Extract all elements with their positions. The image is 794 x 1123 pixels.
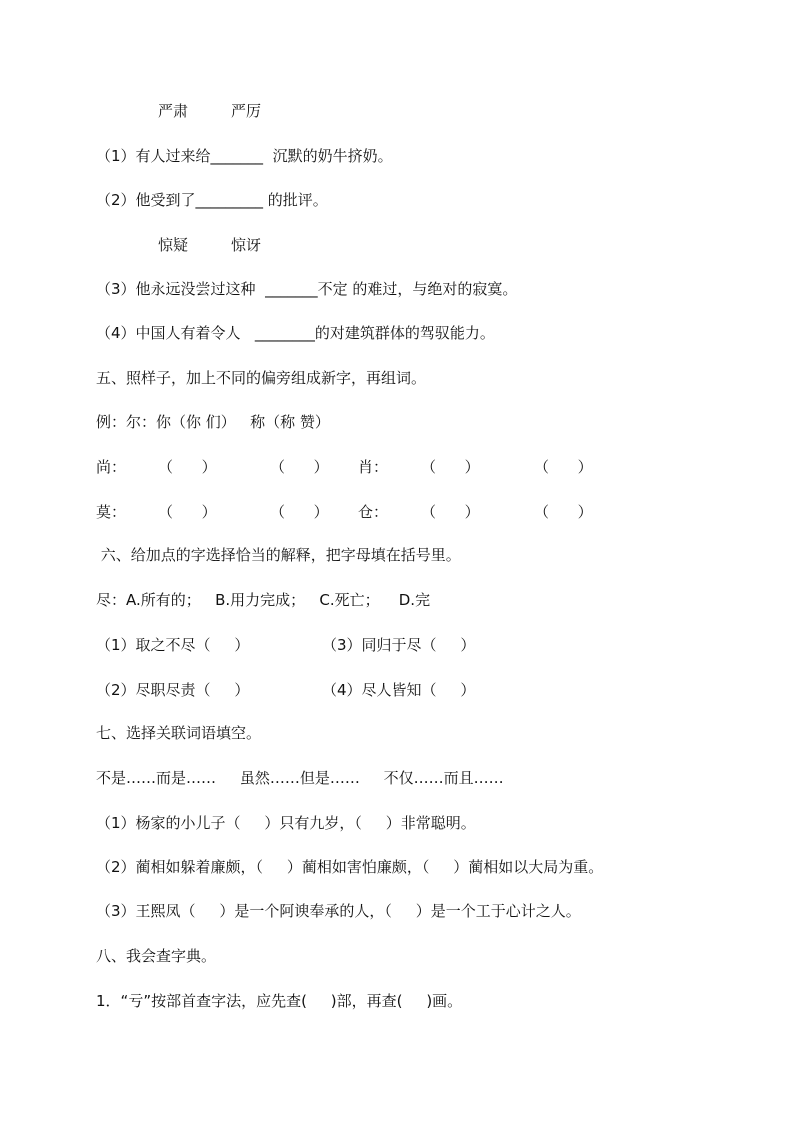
section-7-q2: （2）蔺相如躲着廉颇，（ ）蔺相如害怕廉颇，（ ）蔺相如以大局为重。 — [96, 858, 604, 876]
answer-paren: （ ） — [421, 458, 480, 476]
char-shang: 尚： — [96, 458, 127, 476]
section-7-title: 七、选择关联词语填空。 — [96, 724, 262, 742]
word-jingyi: 惊疑 — [158, 236, 189, 254]
question-1: （1）有人过来给_______ 沉默的奶牛挤奶。 — [96, 147, 393, 165]
char-xiao: 肖： — [358, 458, 389, 476]
word-jingya: 惊讶 — [231, 236, 262, 254]
answer-paren: （ ） — [158, 458, 217, 476]
answer-paren: （ ） — [158, 503, 217, 521]
item-2: （2）尽职尽责（ ） — [96, 681, 250, 699]
section-7-q3: （3）王熙凤（ ）是一个阿谀奉承的人，（ ）是一个工于心计之人。 — [96, 902, 581, 920]
answer-paren: （ ） — [534, 458, 593, 476]
question-3: （3）他永远没尝过这种 _______不定 的难过，与绝对的寂寞。 — [96, 280, 518, 298]
item-4: （4）尽人皆知（ ） — [322, 681, 476, 699]
word-yansu: 严肃 — [158, 102, 189, 120]
question-4: （4）中国人有着令人 ________的对建筑群体的驾驭能力。 — [96, 324, 495, 342]
section-7-words: 不是……而是…… 虽然……但是…… 不仅……而且…… — [96, 769, 504, 787]
section-8-title: 八、我会查字典。 — [96, 947, 217, 965]
item-1: （1）取之不尽（ ） — [96, 636, 250, 654]
answer-paren: （ ） — [534, 503, 593, 521]
answer-paren: （ ） — [270, 503, 329, 521]
answer-paren: （ ） — [421, 503, 480, 521]
item-3: （3）同归于尽（ ） — [322, 636, 476, 654]
word-yanli: 严厉 — [231, 102, 262, 120]
char-mo: 莫： — [96, 503, 127, 521]
char-cang: 仓： — [358, 503, 389, 521]
section-7-q1: （1）杨家的小儿子（ ）只有九岁，（ ）非常聪明。 — [96, 814, 476, 832]
section-5-example: 例：尔：你（你 们） 称（称 赞） — [96, 413, 330, 431]
question-2: （2）他受到了_________ 的批评。 — [96, 191, 328, 209]
section-5-title: 五、照样子，加上不同的偏旁组成新字，再组词。 — [96, 369, 427, 387]
section-6-options: 尽：A.所有的； B.用力完成； C.死亡； D.完 — [96, 591, 431, 609]
section-6-title: 六、给加点的字选择恰当的解释，把字母填在括号里。 — [96, 546, 461, 564]
answer-paren: （ ） — [270, 458, 329, 476]
section-8-q1: 1．“亏”按部首查字法，应先查( )部，再查( )画。 — [96, 992, 463, 1010]
